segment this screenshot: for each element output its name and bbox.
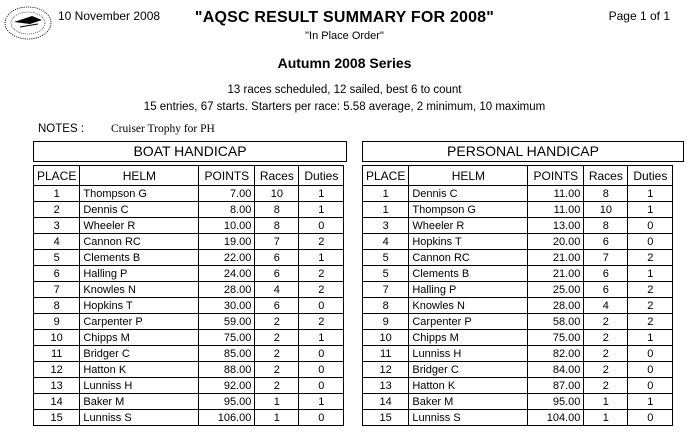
cell-races: 6 [584,234,628,250]
cell-points: 85.00 [199,346,255,362]
cell-place: 15 [363,410,409,426]
cell-duties: 1 [628,394,673,410]
report-date: 10 November 2008 [58,9,161,23]
notes-label: NOTES : [38,123,85,135]
cell-place: 1 [363,186,409,202]
cell-duties: 2 [299,282,344,298]
col-points-header: POINTS [528,166,584,186]
cell-races: 1 [255,410,299,426]
cell-helm: Hatton K [409,378,528,394]
cell-duties: 0 [628,378,673,394]
cell-races: 2 [584,378,628,394]
cell-points: 22.00 [199,250,255,266]
cell-place: 5 [34,250,80,266]
boat-handicap-rows [34,186,344,426]
cell-races: 2 [255,378,299,394]
cell-helm: Baker M [409,394,528,410]
cell-helm: Carpenter P [80,314,199,330]
cell-races: 4 [255,282,299,298]
cell-helm: Cannon RC [409,250,528,266]
cell-duties: 0 [628,346,673,362]
cell-races: 6 [255,266,299,282]
cell-place: 1 [34,186,80,202]
table-row [363,202,673,218]
cell-duties: 2 [299,314,344,330]
cell-duties: 2 [628,298,673,314]
cell-points: 92.00 [199,378,255,394]
cell-place: 11 [363,346,409,362]
table-row [34,266,344,282]
cell-points: 95.00 [528,394,584,410]
cell-points: 21.00 [528,250,584,266]
cell-points: 88.00 [199,362,255,378]
table-row [363,394,673,410]
page-title: "AQSC RESULT SUMMARY FOR 2008" [194,9,495,26]
cell-duties: 2 [299,234,344,250]
cell-helm: Hatton K [80,362,199,378]
cell-duties: 1 [299,186,344,202]
cell-helm: Hopkins T [80,298,199,314]
cell-points: 58.00 [528,314,584,330]
cell-points: 10.00 [199,218,255,234]
cell-points: 25.00 [528,282,584,298]
cell-races: 1 [584,410,628,426]
cell-points: 19.00 [199,234,255,250]
cell-helm: Bridger C [80,346,199,362]
table-header-row [363,166,673,186]
cell-races: 1 [255,394,299,410]
table-row [363,346,673,362]
cell-points: 20.00 [528,234,584,250]
table-row [34,250,344,266]
cell-place: 8 [34,298,80,314]
cell-helm: Wheeler R [80,218,199,234]
cell-helm: Dennis C [80,202,199,218]
cell-place: 2 [34,202,80,218]
cell-place: 8 [363,298,409,314]
cell-helm: Lunniss S [80,410,199,426]
cell-place: 11 [34,346,80,362]
cell-races: 2 [255,330,299,346]
cell-helm: Knowles N [80,282,199,298]
cell-place: 10 [34,330,80,346]
table-row [363,314,673,330]
cell-races: 2 [255,362,299,378]
cell-helm: Halling P [80,266,199,282]
cell-races: 2 [255,346,299,362]
cell-place: 9 [363,314,409,330]
cell-points: 28.00 [199,282,255,298]
cell-races: 10 [255,186,299,202]
cell-place: 15 [34,410,80,426]
cell-helm: Carpenter P [409,314,528,330]
cell-duties: 0 [628,362,673,378]
cell-place: 5 [363,250,409,266]
cell-points: 28.00 [528,298,584,314]
notes-text: Cruiser Trophy for PH [111,123,215,135]
table-row [34,362,344,378]
cell-place: 7 [363,282,409,298]
cell-place: 12 [34,362,80,378]
cell-races: 8 [255,202,299,218]
cell-points: 11.00 [528,202,584,218]
table-row [363,298,673,314]
cell-place: 4 [363,234,409,250]
cell-races: 7 [255,234,299,250]
cell-duties: 2 [628,314,673,330]
cell-points: 30.00 [199,298,255,314]
cell-place: 3 [363,218,409,234]
entries-summary: 15 entries, 67 starts. Starters per race: 5.58 average, 2 minimum, 10 maximum [143,101,546,113]
cell-points: 13.00 [528,218,584,234]
cell-points: 95.00 [199,394,255,410]
table-row [34,234,344,250]
cell-duties: 0 [299,378,344,394]
cell-helm: Cannon RC [80,234,199,250]
cell-helm: Dennis C [409,186,528,202]
personal-handicap-caption: PERSONAL HANDICAP [362,141,684,162]
cell-helm: Knowles N [409,298,528,314]
cell-place: 10 [363,330,409,346]
table-row [363,330,673,346]
cell-helm: Clements B [80,250,199,266]
cell-duties: 0 [628,410,673,426]
page-number: Page 1 of 1 [608,9,670,23]
cell-duties: 0 [628,234,673,250]
cell-place: 4 [34,234,80,250]
cell-duties: 2 [628,282,673,298]
cell-races: 2 [584,330,628,346]
table-row [34,202,344,218]
col-place-header: PLACE [34,166,80,186]
cell-races: 8 [255,218,299,234]
cell-races: 6 [255,250,299,266]
table-row [34,218,344,234]
cell-place: 1 [363,202,409,218]
table-row [34,394,344,410]
cell-place: 6 [34,266,80,282]
cell-duties: 1 [628,186,673,202]
cell-races: 2 [584,314,628,330]
cell-helm: Bridger C [409,362,528,378]
cell-points: 87.00 [528,378,584,394]
table-row [363,218,673,234]
cell-duties: 0 [299,346,344,362]
cell-helm: Halling P [409,282,528,298]
cell-points: 8.00 [199,202,255,218]
cell-points: 11.00 [528,186,584,202]
order-subtitle: "In Place Order" [305,30,384,42]
cell-place: 12 [363,362,409,378]
table-row [34,410,344,426]
cell-helm: Thompson G [80,186,199,202]
col-points-header: POINTS [199,166,255,186]
cell-points: 75.00 [199,330,255,346]
cell-duties: 2 [299,266,344,282]
table-row [363,282,673,298]
cell-duties: 1 [628,202,673,218]
cell-duties: 0 [299,298,344,314]
cell-races: 8 [584,186,628,202]
cell-duties: 0 [299,218,344,234]
col-duties-header: Duties [299,166,344,186]
table-row [34,346,344,362]
cell-points: 82.00 [528,346,584,362]
cell-races: 6 [584,266,628,282]
cell-helm: Lunniss H [409,346,528,362]
cell-races: 8 [584,218,628,234]
table-row [34,314,344,330]
col-helm-header: HELM [80,166,199,186]
cell-races: 6 [584,282,628,298]
series-title: Autumn 2008 Series [277,55,412,71]
cell-helm: Lunniss H [80,378,199,394]
cell-points: 106.00 [199,410,255,426]
cell-duties: 1 [628,266,673,282]
cell-duties: 1 [299,202,344,218]
table-row [363,266,673,282]
cell-helm: Lunniss S [409,410,528,426]
table-row [363,378,673,394]
table-row [34,378,344,394]
table-row [34,298,344,314]
cell-helm: Wheeler R [409,218,528,234]
cell-helm: Chipps M [409,330,528,346]
cell-races: 7 [584,250,628,266]
cell-races: 4 [584,298,628,314]
table-header-row [34,166,344,186]
personal-handicap-rows [363,186,673,426]
col-place-header: PLACE [363,166,409,186]
boat-handicap-caption: BOAT HANDICAP [33,141,347,162]
cell-points: 24.00 [199,266,255,282]
cell-points: 75.00 [528,330,584,346]
cell-duties: 1 [628,330,673,346]
col-helm-header: HELM [409,166,528,186]
cell-races: 10 [584,202,628,218]
table-row [363,410,673,426]
cell-helm: Thompson G [409,202,528,218]
personal-handicap-table [362,165,673,426]
cell-duties: 1 [299,250,344,266]
cell-place: 9 [34,314,80,330]
cell-helm: Clements B [409,266,528,282]
cell-place: 13 [363,378,409,394]
cell-races: 2 [584,346,628,362]
cell-place: 14 [363,394,409,410]
cell-races: 6 [255,298,299,314]
cell-place: 7 [34,282,80,298]
col-races-header: Races [255,166,299,186]
cell-helm: Chipps M [80,330,199,346]
cell-duties: 1 [299,394,344,410]
cell-place: 14 [34,394,80,410]
cell-place: 5 [363,266,409,282]
table-row [34,186,344,202]
cell-points: 7.00 [199,186,255,202]
table-row [363,234,673,250]
cell-duties: 1 [299,330,344,346]
table-row [363,186,673,202]
cell-points: 21.00 [528,266,584,282]
cell-points: 104.00 [528,410,584,426]
table-row [34,282,344,298]
cell-points: 84.00 [528,362,584,378]
table-row [363,250,673,266]
cell-place: 13 [34,378,80,394]
cell-races: 2 [255,314,299,330]
cell-duties: 0 [628,218,673,234]
boat-handicap-table [33,165,344,426]
table-row [34,330,344,346]
cell-helm: Baker M [80,394,199,410]
cell-races: 1 [584,394,628,410]
cell-helm: Hopkins T [409,234,528,250]
table-row [363,362,673,378]
col-races-header: Races [584,166,628,186]
cell-races: 2 [584,362,628,378]
cell-duties: 2 [628,250,673,266]
cell-duties: 0 [299,362,344,378]
cell-place: 3 [34,218,80,234]
cell-points: 59.00 [199,314,255,330]
cell-duties: 0 [299,410,344,426]
col-duties-header: Duties [628,166,673,186]
races-summary: 13 races scheduled, 12 sailed, best 6 to count [227,84,462,96]
